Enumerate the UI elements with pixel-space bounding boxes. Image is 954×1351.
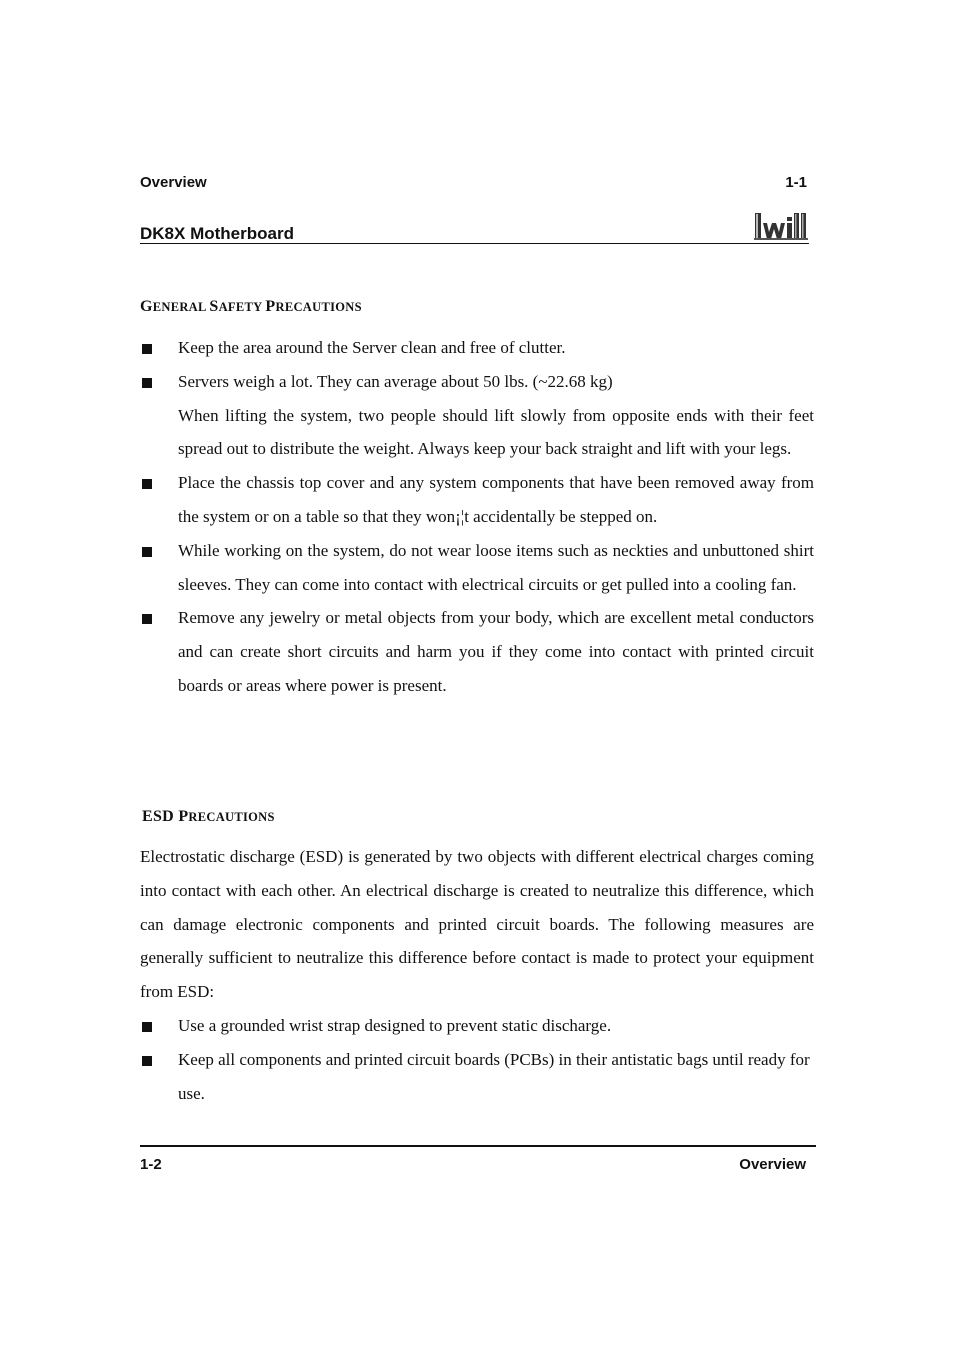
bullet-square-icon: [142, 547, 152, 557]
list-item: [140, 534, 814, 602]
bullet-square-icon: [142, 1056, 152, 1066]
heading-cap: G: [140, 298, 153, 315]
running-footer: [140, 1156, 806, 1176]
heading-small-caps: ENERAL: [152, 300, 210, 314]
header-section-label: Overview: [140, 174, 207, 191]
list-item: [140, 365, 814, 466]
heading-cap: P: [265, 298, 276, 315]
running-header: [140, 174, 807, 194]
bullet-square-icon: [142, 1022, 152, 1032]
heading-cap: P: [178, 808, 189, 825]
general-safety-list: [140, 331, 814, 703]
list-item-continuation: When lifting the system, two people should lift slowly from opposite ends with their feet spread out to distribute the weight. Always keep your back straight and lift with your legs.: [178, 405, 814, 459]
header-page-number: 1-1: [785, 174, 807, 191]
list-item-text: Place the chassis top cover and any system components that have been removed away from the system or on a table so that they won¡¦t accidentally be stepped on.: [178, 473, 814, 526]
list-item-text: Keep the area around the Server clean and free of clutter.: [178, 338, 566, 357]
list-item-text: While working on the system, do not wear loose items such as neckties and unbuttoned shirt sleeves. They can come into contact with electrical circuits or get pulled into a cooling fan.: [178, 540, 814, 594]
list-item-text: Keep all components and printed circuit boards (PCBs) in their antistatic bags until ready for use.: [178, 1049, 810, 1103]
esd-heading: [142, 808, 275, 826]
footer-page-number: 1-2: [140, 1156, 162, 1173]
list-item: [140, 1009, 814, 1043]
heading-small-caps: RECAUTIONS: [275, 300, 362, 314]
heading-cap: S: [209, 298, 219, 315]
footer-rule: [140, 1145, 816, 1147]
heading-small-caps: AFETY: [218, 300, 266, 314]
bullet-square-icon: [142, 479, 152, 489]
list-item-text: Servers weigh a lot. They can average about 50 lbs. (~22.68 kg): [178, 371, 613, 391]
footer-section-label: Overview: [739, 1156, 806, 1173]
header-rule: [140, 243, 809, 244]
general-safety-heading: [140, 298, 362, 316]
list-item: [140, 331, 814, 365]
product-title: DK8X Motherboard: [140, 224, 294, 243]
esd-paragraph: Electrostatic discharge (ESD) is generated by two objects with different electrical charges coming into contact with each other. An electrical discharge is created to neutralize this difference, which can damage electronic components and printed circuit boards. The following measures are generally sufficient to neutralize this difference before contact is made to protect your equipment from ESD:: [140, 847, 814, 1002]
bullet-square-icon: [142, 344, 152, 354]
heading-cap: ESD: [142, 808, 179, 825]
iwill-logo: [754, 211, 808, 241]
bullet-square-icon: [142, 378, 152, 388]
list-item-text: Use a grounded wrist strap designed to prevent static discharge.: [178, 1015, 612, 1035]
heading-small-caps: RECAUTIONS: [188, 810, 275, 824]
bullet-square-icon: [142, 614, 152, 624]
list-item-text: Remove any jewelry or metal objects from your body, which are excellent metal conductors and can create short circuits and harm you if they come into contact with printed circuit boards or areas where power is present.: [178, 608, 814, 695]
list-item: [140, 1043, 814, 1111]
list-item: [140, 601, 814, 702]
esd-body: [140, 840, 814, 1110]
list-item: [140, 466, 814, 534]
